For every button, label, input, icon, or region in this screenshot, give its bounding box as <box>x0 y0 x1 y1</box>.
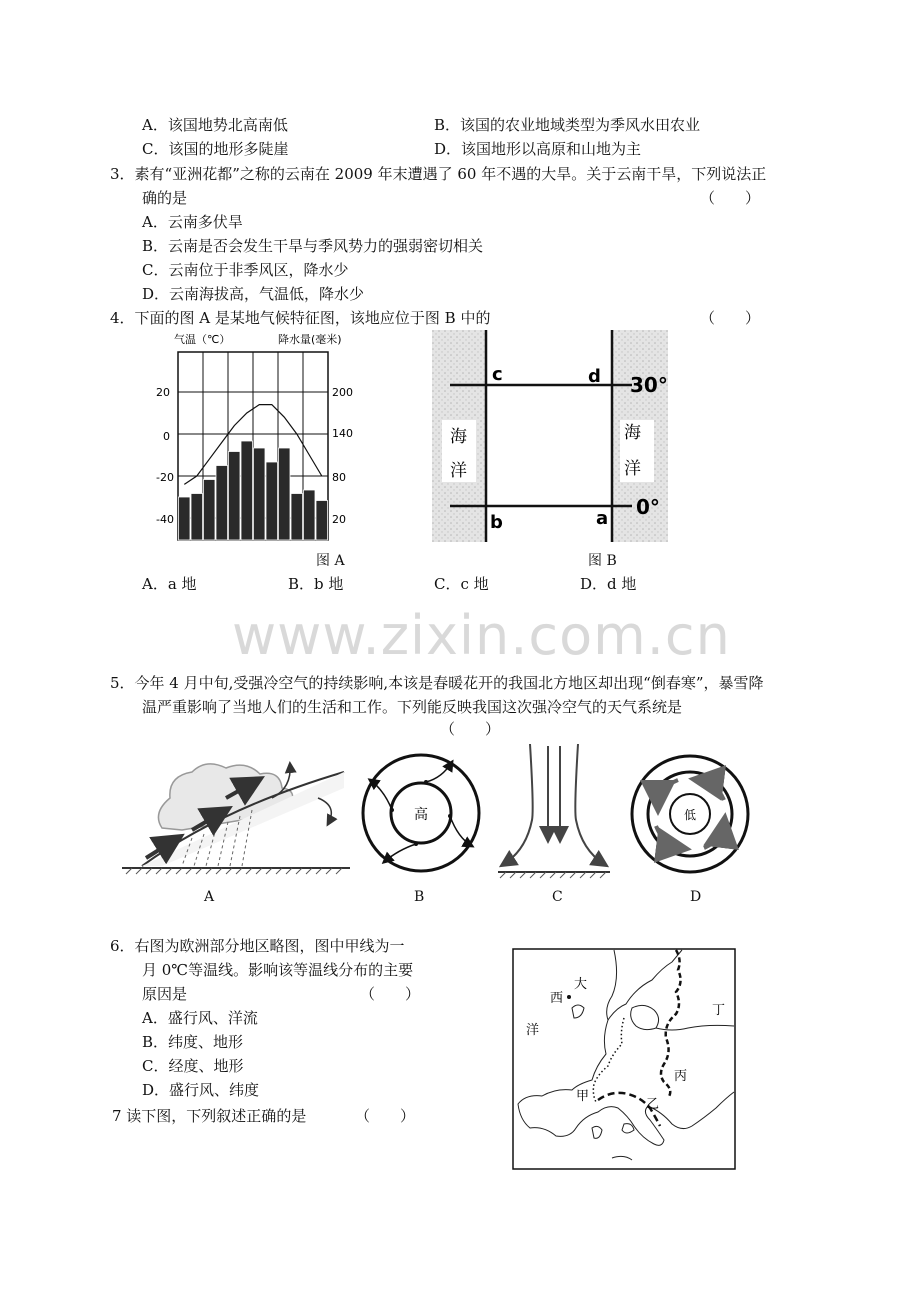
map-label-yang: 洋 <box>526 1023 540 1038</box>
q4-option-c: C．c 地 <box>434 575 489 593</box>
precip-bar <box>304 490 316 540</box>
q4-option-d: D．d 地 <box>580 575 637 593</box>
point-d-label: d <box>588 366 601 387</box>
precip-bar <box>254 448 266 540</box>
location-map-figure-b <box>432 330 668 544</box>
precip-bar <box>266 462 278 540</box>
left-tick-0: 0 <box>163 430 170 443</box>
map-label-yi: 乙 <box>646 1097 660 1112</box>
left-sea-label-2: 洋 <box>450 461 467 481</box>
high-pressure-label: 高 <box>414 807 428 823</box>
precip-bar <box>291 494 303 541</box>
q7-answer-blank: （ ） <box>355 1107 416 1125</box>
q5-figure-c-label: C <box>552 889 563 905</box>
low-pressure-label: 低 <box>683 808 697 822</box>
q4-answer-blank: （ ） <box>700 309 761 327</box>
precip-bar <box>179 497 191 540</box>
q5-figure-a-label: A <box>204 889 215 905</box>
q2-option-b: B．该国的农业地域类型为季风水田农业 <box>434 116 701 134</box>
right-sea-label-1: 海 <box>624 423 641 443</box>
point-a-label: a <box>596 508 609 529</box>
q2-option-d: D．该国地形以高原和山地为主 <box>434 140 642 158</box>
left-tick-20: 20 <box>156 386 170 399</box>
high-pressure-diagram <box>358 750 484 876</box>
q2-option-c: C．该国的地形多陡崖 <box>142 140 289 158</box>
left-tick-minus40: -40 <box>156 513 174 526</box>
q5-figure-d-label: D <box>690 889 702 905</box>
right-tick-20: 20 <box>332 513 346 526</box>
precip-bar <box>204 480 216 541</box>
q3-stem-line2: 确的是 <box>142 189 188 207</box>
q6-answer-blank: （ ） <box>360 985 421 1003</box>
latitude-30-label: 30° <box>630 373 668 397</box>
precip-bar <box>229 452 241 541</box>
q6-option-c: C．经度、地形 <box>142 1057 244 1075</box>
left-tick-minus20: -20 <box>156 471 174 484</box>
q6-stem-line3: 原因是 <box>142 985 188 1003</box>
map-label-da: 大 <box>574 977 588 992</box>
q6-option-d: D．盛行风、纬度 <box>142 1081 260 1099</box>
figure-a-caption: 图 A <box>316 553 345 569</box>
q3-option-d: D．云南海拔高，气温低，降水少 <box>142 285 365 303</box>
low-pressure-diagram <box>628 752 754 876</box>
right-tick-200: 200 <box>332 386 353 399</box>
q6-stem-line1: 6．右图为欧洲部分地区略图，图中甲线为一 <box>110 937 405 955</box>
q6-option-a: A．盛行风、洋流 <box>142 1009 258 1027</box>
q4-stem: 4．下面的图 A 是某地气候特征图，该地应位于图 B 中的 <box>110 309 491 327</box>
europe-map <box>512 948 736 1170</box>
q3-answer-blank: （ ） <box>700 189 761 207</box>
q6-option-b: B．纬度、地形 <box>142 1033 244 1051</box>
q3-stem-line1: 3．素有“亚洲花都”之称的云南在 2009 年末遭遇了 60 年不遇的大旱。关于云南干旱，下列说法正 <box>110 165 767 183</box>
watermark: www.zixin.com.cn <box>232 604 731 667</box>
q3-option-a: A．云南多伏旱 <box>142 213 243 231</box>
q4-option-a: A．a 地 <box>142 575 197 593</box>
map-label-ding: 丁 <box>712 1003 726 1018</box>
q4-option-b: B．b 地 <box>288 575 344 593</box>
q3-option-b: B．云南是否会发生干旱与季风势力的强弱密切相关 <box>142 237 484 255</box>
q7-stem: 7 读下图，下列叙述正确的是 <box>112 1107 307 1125</box>
figure-b-caption: 图 B <box>588 553 617 569</box>
precipitation-axis-label: 降水量(毫米) <box>278 333 342 346</box>
right-tick-80: 80 <box>332 471 346 484</box>
q6-stem-line2: 月 0℃等温线。影响该等温线分布的主要 <box>142 961 414 979</box>
map-label-xi: 西 <box>550 991 564 1006</box>
map-label-jia: 甲 <box>576 1089 590 1104</box>
point-c-label: c <box>492 364 503 385</box>
climate-chart-figure-a <box>150 330 360 546</box>
q5-answer-blank: （ ） <box>440 720 501 738</box>
q3-option-c: C．云南位于非季风区，降水少 <box>142 261 349 279</box>
right-sea-label-2: 洋 <box>624 459 641 479</box>
precip-bar <box>216 466 228 541</box>
temperature-axis-label: 气温（℃） <box>174 333 231 346</box>
weather-front-diagram <box>122 758 350 884</box>
point-b-label: b <box>490 512 503 533</box>
map-label-bing: 丙 <box>674 1069 688 1084</box>
q5-stem-line2: 温严重影响了当地人们的生活和工作。下列能反映我国这次强冷空气的天气系统是 <box>142 698 683 716</box>
left-sea-label-1: 海 <box>450 427 467 447</box>
right-tick-140: 140 <box>332 427 353 440</box>
subsidence-diagram <box>496 740 612 884</box>
q2-option-a: A．该国地势北高南低 <box>142 116 288 134</box>
precip-bar <box>191 494 203 541</box>
precip-bar <box>241 441 253 540</box>
q5-stem-line1: 5．今年 4 月中旬,受强冷空气的持续影响,本该是春暖花开的我国北方地区却出现“倒春寒”，暴雪降 <box>110 674 764 692</box>
q5-figure-b-label: B <box>414 889 425 905</box>
latitude-0-label: 0° <box>636 495 660 519</box>
precip-bar <box>316 501 328 541</box>
precip-bar <box>279 448 291 540</box>
